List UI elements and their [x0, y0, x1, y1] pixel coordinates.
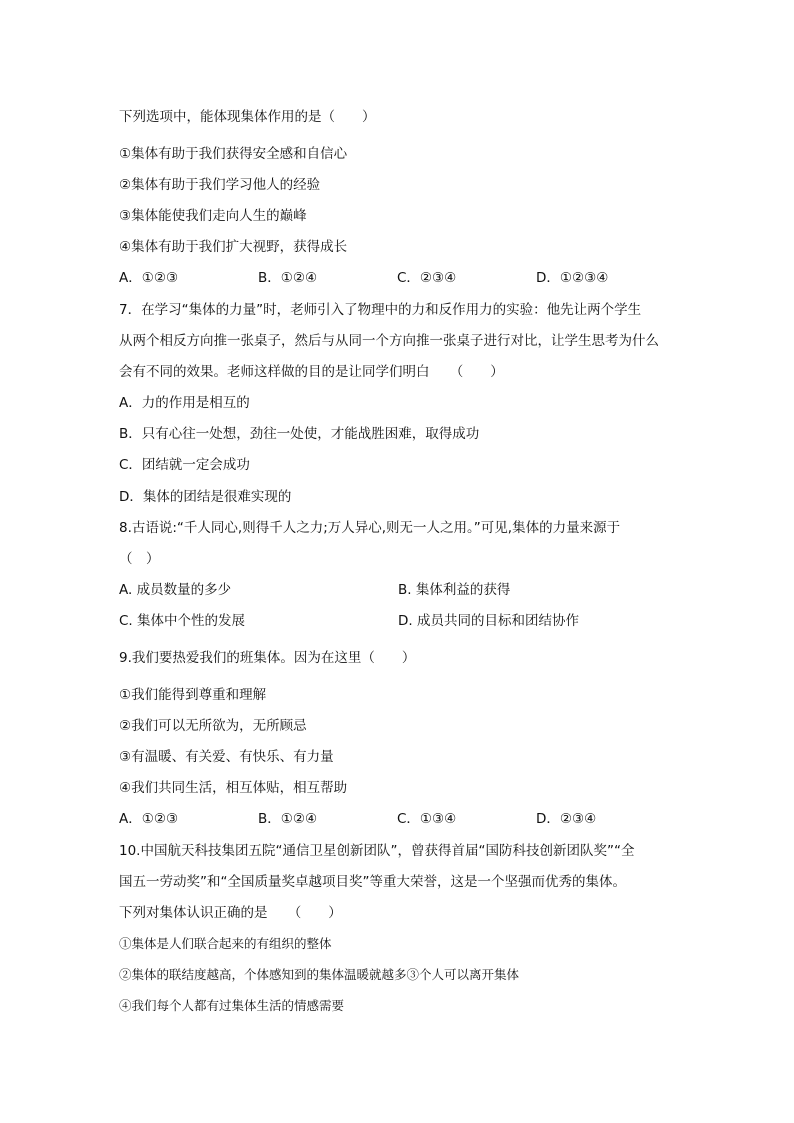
q6-option-d: D．①②③④	[536, 270, 609, 286]
q6-item-1: ①集体有助于我们获得安全感和自信心	[119, 146, 348, 162]
q8-option-d: D. 成员共同的目标和团结协作	[398, 613, 579, 629]
q10-item-3: ④我们每个人都有过集体生活的情感需要	[119, 998, 345, 1013]
q7-stem-line-3: 会有不同的效果。老师这样做的目的是让同学们明白 （ ）	[119, 364, 504, 380]
q6-option-c: C．②③④	[397, 270, 457, 286]
q8-option-a: A. 成员数量的多少	[119, 582, 232, 598]
q6-option-b: B．①②④	[258, 270, 318, 286]
q10-stem-line-3: 下列对集体认识正确的是 （ ）	[119, 905, 342, 921]
q10-item-1: ①集体是人们联合起来的有组织的整体	[119, 936, 332, 951]
q9-option-a: A．①②③	[119, 811, 179, 827]
q9-option-c: C．①③④	[397, 811, 457, 827]
q6-stem: 下列选项中，能体现集体作用的是（ ）	[119, 109, 376, 125]
q9-item-4: ④我们共同生活，相互体贴，相互帮助	[119, 780, 348, 796]
q9-item-3: ③有温暖、有关爱、有快乐、有力量	[119, 749, 334, 765]
q9-stem: 9.我们要热爱我们的班集体。因为在这里（ ）	[119, 650, 416, 666]
q9-option-b: B．①②④	[258, 811, 318, 827]
q6-item-3: ③集体能使我们走向人生的巅峰	[119, 208, 307, 224]
q10-item-2: ②集体的联结度越高，个体感知到的集体温暖就越多③个人可以离开集体	[119, 967, 520, 982]
q7-stem-line-1: 7．在学习“集体的力量”时，老师引入了物理中的力和反作用力的实验：他先让两个学生	[119, 302, 642, 318]
q10-stem-line-1: 10.中国航天科技集团五院“通信卫星创新团队”，曾获得首届“国防科技创新团队奖”“全	[119, 843, 635, 859]
q6-option-a: A．①②③	[119, 270, 179, 286]
q7-option-b: B．只有心往一处想，劲往一处使，才能战胜困难，取得成功	[119, 426, 480, 442]
q7-option-c: C．团结就一定会成功	[119, 457, 250, 473]
q10-stem-line-2: 国五一劳动奖”和“全国质量奖卓越项目奖”等重大荣誉，这是一个坚强而优秀的集体。	[119, 874, 626, 890]
q8-stem-line-2: （ ）	[119, 551, 160, 567]
q9-item-1: ①我们能得到尊重和理解	[119, 687, 267, 703]
q7-stem-line-2: 从两个相反方向推一张桌子，然后与从同一个方向推一张桌子进行对比，让学生思考为什么	[119, 333, 659, 349]
q9-item-2: ②我们可以无所欲为，无所顾忌	[119, 718, 307, 734]
q9-option-d: D．②③④	[536, 811, 597, 827]
q6-item-2: ②集体有助于我们学习他人的经验	[119, 177, 321, 193]
q6-item-4: ④集体有助于我们扩大视野，获得成长	[119, 239, 348, 255]
q8-stem-line-1: 8.古语说:“千人同心,则得千人之力;万人异心,则无一人之用。”可见,集体的力量来源于	[119, 520, 621, 536]
q8-option-b: B. 集体利益的获得	[398, 582, 511, 598]
q7-option-d: D．集体的团结是很难实现的	[119, 489, 292, 505]
q7-option-a: A．力的作用是相互的	[119, 395, 250, 411]
q8-option-c: C. 集体中个性的发展	[119, 613, 246, 629]
